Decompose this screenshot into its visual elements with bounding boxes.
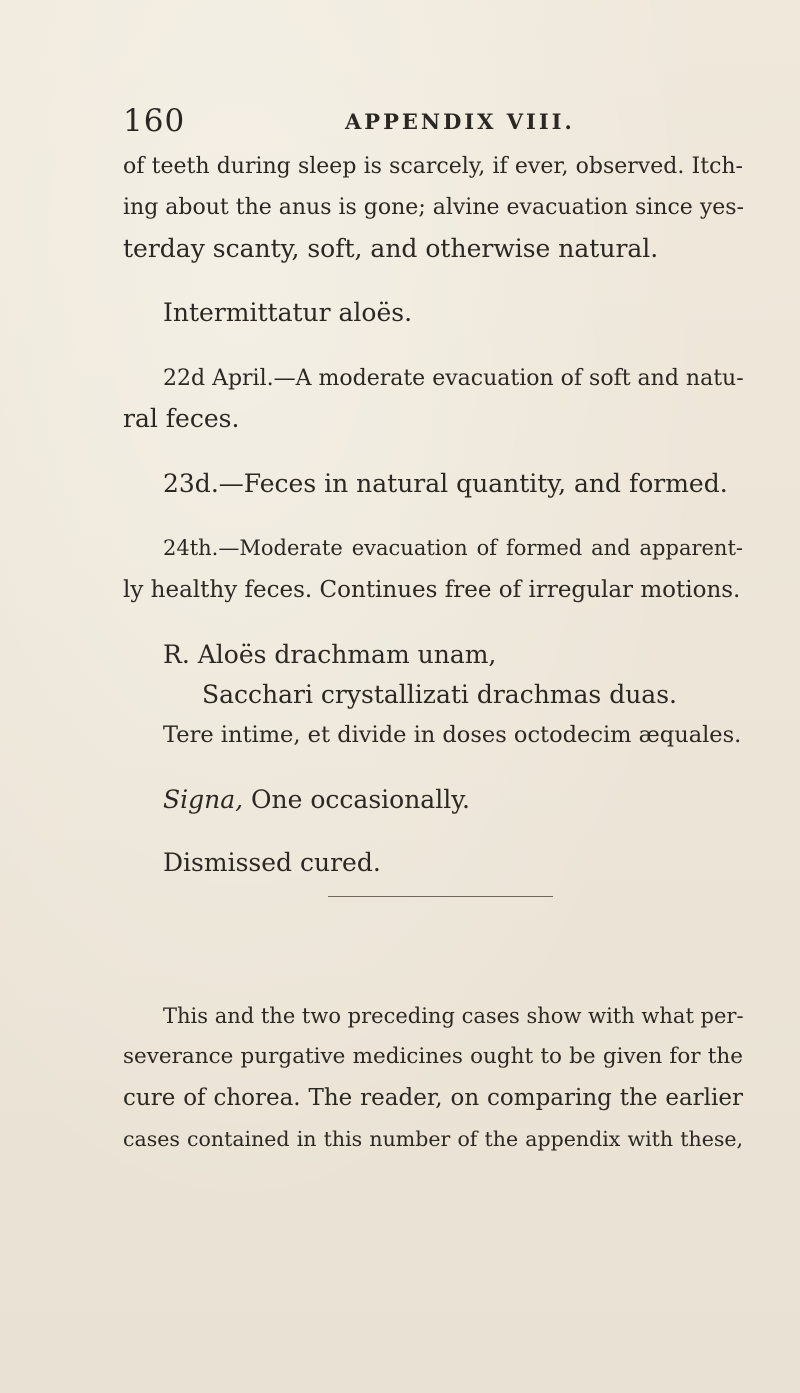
text-line: ral feces. — [123, 404, 240, 433]
text-line: terday scanty, soft, and otherwise natural. — [123, 234, 659, 263]
page-header — [123, 103, 740, 143]
text-line: cases contained in this number of the appendix with these, — [123, 1127, 743, 1151]
text-line: 23d.—Feces in natural quantity, and formed. — [163, 469, 728, 498]
signa-label: Signa, — [163, 785, 244, 814]
text-line: 24th.—Moderate evacuation of formed and apparent- — [163, 536, 743, 560]
text-line: This and the two preceding cases show with what per- — [163, 1004, 744, 1028]
dismissed-line: Dismissed cured. — [163, 848, 381, 877]
text-line: 22d April.—A moderate evacuation of soft and natu- — [163, 366, 744, 391]
text-line: ly healthy feces. Continues free of irregular motions. — [123, 577, 741, 603]
section-divider — [328, 896, 553, 897]
running-head: APPENDIX VIII. — [345, 109, 575, 134]
recipe-line: Tere intime, et divide in doses octodecim æquales. — [163, 722, 742, 748]
signa-line — [163, 785, 743, 815]
prescription-note: Intermittatur aloës. — [163, 298, 413, 327]
page-number: 160 — [123, 103, 186, 139]
text-line: cure of chorea. The reader, on comparing the earlier — [123, 1085, 743, 1111]
recipe-line: Sacchari crystallizati drachmas duas. — [202, 680, 677, 709]
text-line: of teeth during sleep is scarcely, if ever, observed. Itch- — [123, 154, 743, 179]
recipe-line: R. Aloës drachmam unam, — [163, 640, 497, 669]
text-line: ing about the anus is gone; alvine evacuation since yes- — [123, 195, 744, 220]
signa-text: One occasionally. — [251, 785, 470, 814]
text-line: severance purgative medicines ought to be given for the — [123, 1044, 743, 1069]
